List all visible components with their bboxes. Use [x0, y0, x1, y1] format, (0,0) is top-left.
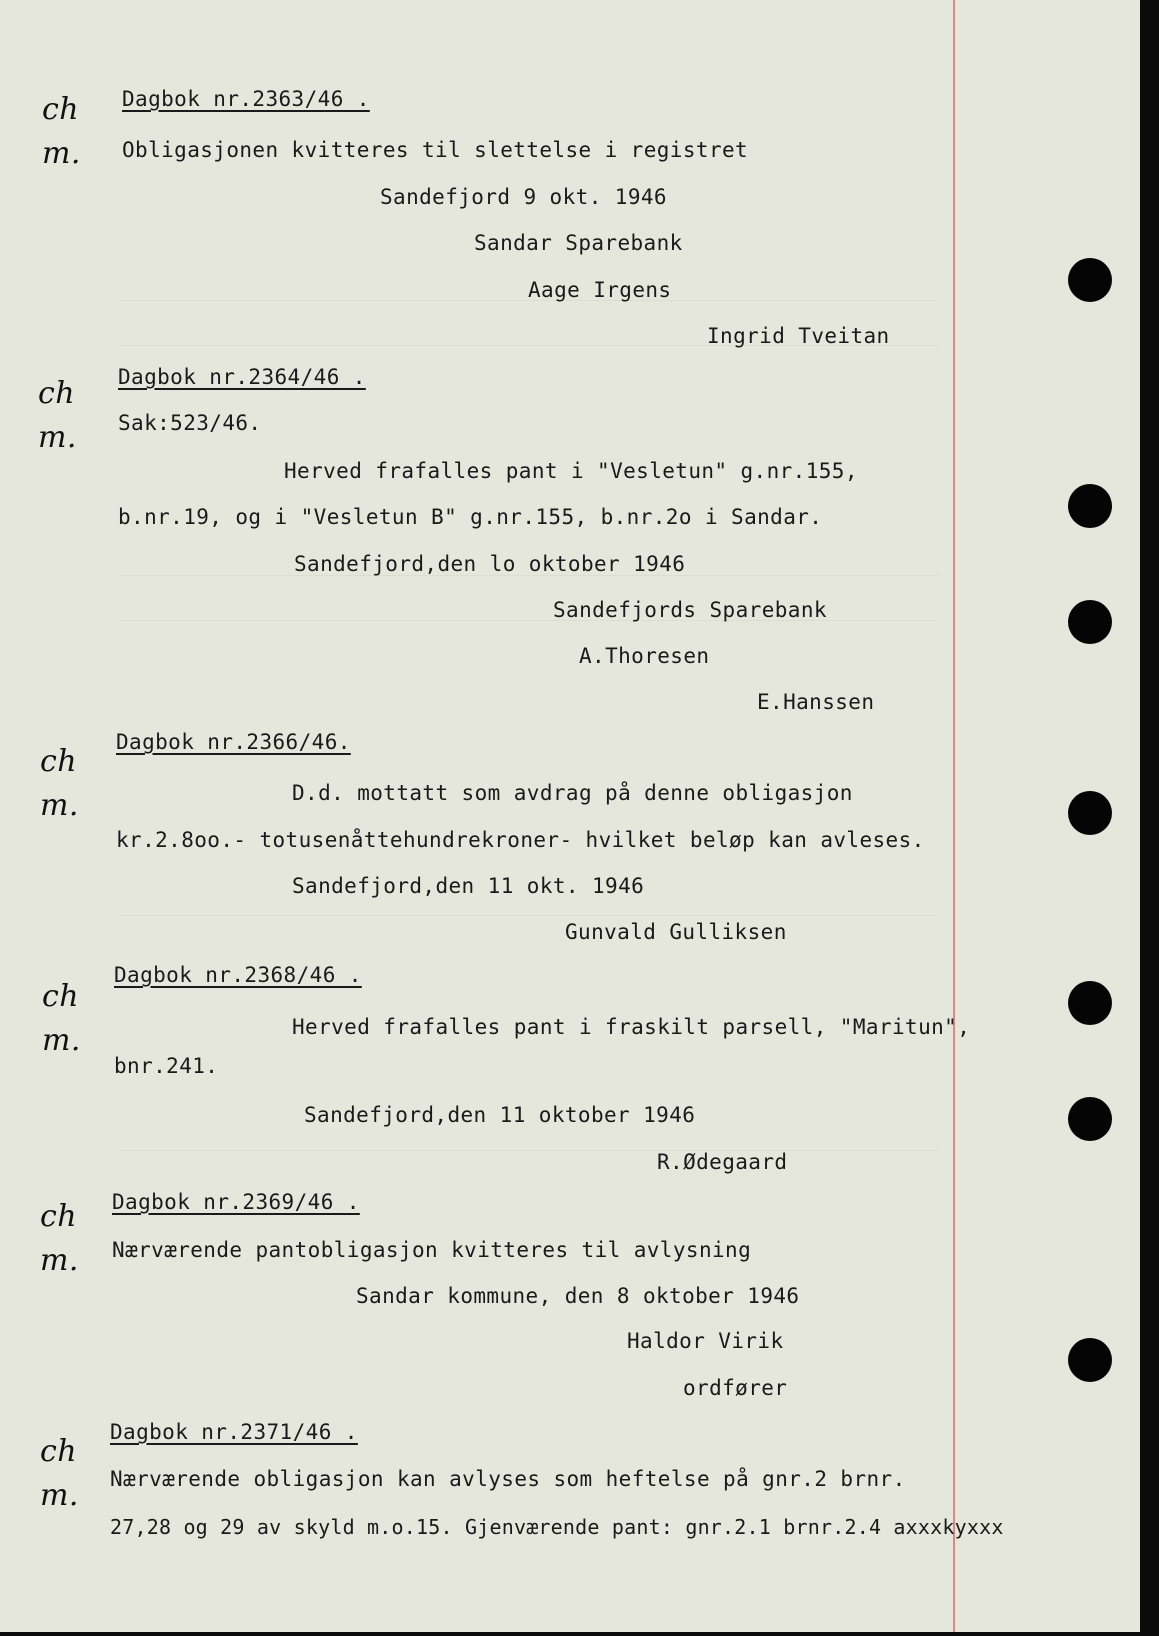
entry-text: Sandefjords Sparebank — [553, 598, 827, 622]
entry-heading: Dagbok nr.2364/46 . — [118, 365, 366, 389]
entry-text: Herved frafalles pant i "Vesletun" g.nr.155, — [284, 459, 858, 483]
entry-text: E.Hanssen — [757, 690, 875, 714]
entry-text: Sandar kommune, den 8 oktober 1946 — [356, 1284, 800, 1308]
punch-hole — [1068, 258, 1112, 302]
entry-text: 27,28 og 29 av skyld m.o.15. Gjenværende pant: gnr.2.1 brnr.2.4 axxxkyxxx — [110, 1515, 1004, 1539]
handwritten-initials: ch m. — [40, 1199, 79, 1278]
entry-heading: Dagbok nr.2363/46 . — [122, 87, 370, 111]
handwritten-initials: ch m. — [38, 376, 77, 455]
entry-text: Gunvald Gulliksen — [565, 920, 787, 944]
entry-text: ordfører — [683, 1376, 788, 1400]
entry-text: Haldor Virik — [627, 1329, 784, 1353]
entry-heading: Dagbok nr.2369/46 . — [112, 1190, 360, 1214]
punch-hole — [1068, 600, 1112, 644]
entry-text: b.nr.19, og i "Vesletun B" g.nr.155, b.nr.2o i Sandar. — [118, 505, 823, 529]
red-margin-line — [953, 0, 955, 1632]
entry-text: Herved frafalles pant i fraskilt parsell, "Maritun", — [292, 1015, 971, 1039]
entry-text: Nærværende obligasjon kan avlyses som heftelse på gnr.2 brnr. — [110, 1467, 906, 1491]
punch-hole — [1068, 981, 1112, 1025]
entry-text: Sandefjord,den 11 oktober 1946 — [304, 1103, 696, 1127]
handwritten-initials: ch m. — [40, 744, 79, 823]
entry-text: Aage Irgens — [528, 278, 672, 302]
handwritten-initials: ch m. — [42, 92, 81, 171]
entry-heading: Dagbok nr.2368/46 . — [114, 963, 362, 987]
entry-heading: Dagbok nr.2366/46. — [116, 730, 351, 754]
entry-text: Sandar Sparebank — [474, 231, 683, 255]
entry-text: Sandefjord,den lo oktober 1946 — [294, 552, 686, 576]
handwritten-initials: ch m. — [40, 1434, 79, 1513]
entry-text: D.d. mottatt som avdrag på denne obligasjon — [292, 781, 853, 805]
punch-hole — [1068, 1097, 1112, 1141]
entry-text: Sandefjord 9 okt. 1946 — [380, 185, 667, 209]
entry-text: A.Thoresen — [579, 644, 710, 668]
punch-hole — [1068, 791, 1112, 835]
entry-text: Ingrid Tveitan — [707, 324, 890, 348]
entry-text: kr.2.8oo.- totusenåttehundrekroner- hvilket beløp kan avleses. — [116, 828, 925, 852]
entry-text: bnr.241. — [114, 1054, 219, 1078]
entry-text: Nærværende pantobligasjon kvitteres til avlysning — [112, 1238, 752, 1262]
entry-text: R.Ødegaard — [657, 1150, 788, 1174]
punch-hole — [1068, 484, 1112, 528]
entry-heading: Dagbok nr.2371/46 . — [110, 1420, 358, 1444]
entry-text: Sak:523/46. — [118, 411, 262, 435]
entry-text: Sandefjord,den 11 okt. 1946 — [292, 874, 645, 898]
entry-text: Obligasjonen kvitteres til slettelse i registret — [122, 138, 749, 162]
handwritten-initials: ch m. — [42, 979, 81, 1058]
punch-hole — [1068, 1338, 1112, 1382]
